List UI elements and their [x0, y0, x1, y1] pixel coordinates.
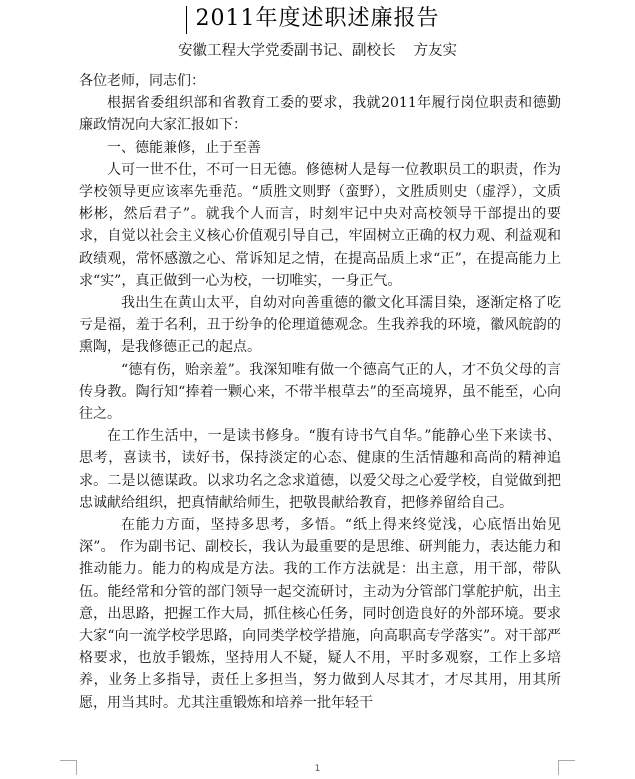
document-subtitle[interactable]: [0, 40, 635, 62]
section-heading: 一、德能兼修，止于至善: [107, 139, 261, 156]
body-paragraph: 我出生在黄山太平，自幼对向善重德的徽文化耳濡目染，逐渐定格了吃亏是福，羞于名利，丑于纷争的伦理道德观念。生我养我的环境，徽风皖韵的熏陶，是我修德正己的起点。: [79, 295, 561, 356]
author-position: 安徽工程大学党委副书记、副校长: [178, 43, 396, 59]
body-paragraph: 在工作生活中，一是读书修身。“腹有诗书气自华。”能静心坐下来读书、思考，喜读书，读好书，保持淡定的心态、健康的生活情趣和高尚的精神追求。二是以德谋政。以求功名之念求道德，以爱父母之心爱学校，自觉做到把忠诚献给组织，把真情献给师生，把敬畏献给教育，把修养留给自己。: [79, 428, 561, 511]
document-body[interactable]: [79, 70, 561, 714]
body-paragraph: 在能力方面，坚持多思考，多悟。“纸上得来终觉浅，心底悟出始见深”。 作为副书记、副校长，我认为最重要的是思维、研判能力，表达能力和推动能力。能力的构成是方法。我的工作方法就是：出主意，用干部，带队伍。能经常和分管的部门领导一起交流研讨，主动为分管部门掌舵护航，出主意，出思路，把握工作大局，抓住核心任务，同时创造良好的外部环境。要求大家“向一流学校学思路，向同类学校学措施，向高职高专学落实”。对干部严格要求，也放手锻炼，坚持用人不疑，疑人不用，平时多观察，工作上多培养，业务上多指导，责任上多担当，努力做到人尽其才，才尽其用，用其所愿，用当其时。尤其注重锻炼和培养一批年轻干: [79, 517, 561, 711]
author-name: 方友实: [413, 43, 457, 59]
page-number: 1: [314, 764, 321, 774]
salutation: 各位老师，同志们：: [79, 73, 205, 89]
intro-paragraph: 根据省委组织部和省教育工委的要求，我就2011年履行岗位职责和德勤廉政情况向大家汇报如下：: [79, 95, 561, 134]
body-paragraph: “德有伤，贻亲羞”。我深知唯有做一个德高气正的人，才不负父母的言传身教。陶行知“捧着一颗心来，不带半根草去”的至高境界，虽不能至，心向往之。: [79, 361, 561, 423]
body-paragraph: 人可一世不仕，不可一日无德。修德树人是每一位教职员工的职责，作为学校领导更应该率先垂范。“质胜文则野（蛮野），文胜质则史（虚浮），文质彬彬，然后君子”。就我个人而言，时刻牢记中央对高校领导干部提出的要求，自觉以社会主义核心价值观引导自己，牢固树立正确的权力观、利益观和政绩观，常怀感激之心、常诉知足之情，在提高品质上求“正”，在提高能力上求“实”，真正做到一心为校，一切唯实，一身正气。: [79, 161, 561, 289]
document-title[interactable]: 2011年度述职述廉报告: [195, 6, 440, 31]
